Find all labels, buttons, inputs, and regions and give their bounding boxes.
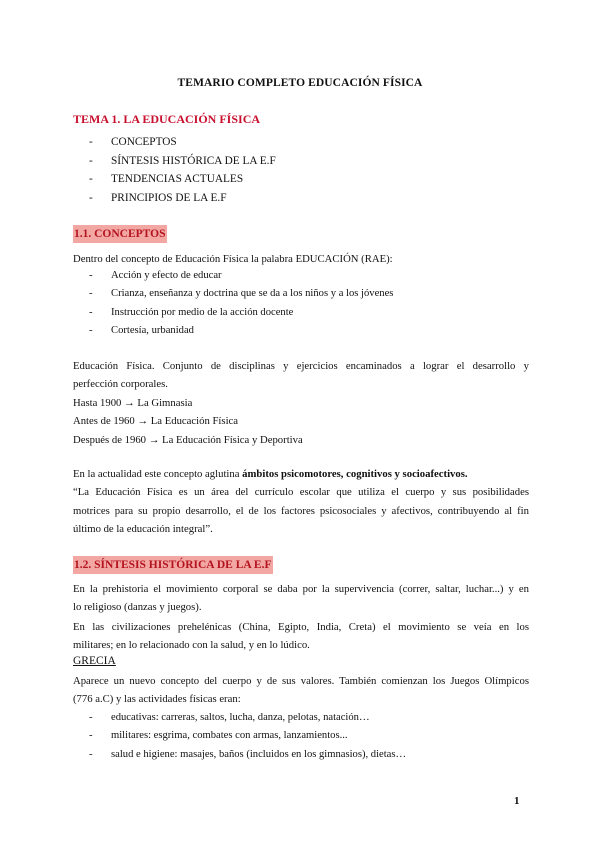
list-item: - educativas: carreras, saltos, lucha, danza, pelotas, natación… — [89, 712, 370, 723]
section-heading-sintesis: 1.2. SÍNTESIS HISTÓRICA DE LA E.F — [73, 556, 273, 574]
ef-timeline — [73, 394, 529, 449]
actualidad-bold: ámbitos psicomotores, cognitivos y socioafectivos. — [242, 468, 468, 480]
grecia-activities-list — [89, 709, 406, 764]
list-item: - Crianza, enseñanza y doctrina que se da a los niños y a los jóvenes — [89, 288, 394, 300]
list-item: - Cortesía, urbanidad — [89, 325, 194, 337]
rae-definitions-list — [89, 267, 393, 341]
list-item: - salud e higiene: masajes, baños (incluidos en los gimnasios), dietas… — [89, 748, 407, 760]
list-item: - Instrucción por medio de la acción docente — [89, 306, 294, 318]
prehistoria-paragraph: En la prehistoria el movimiento corporal se daba por la supervivencia (correr, saltar, luchar...) y en lo religioso (danzas y juegos). — [73, 583, 529, 614]
actualidad-paragraph: En la actualidad este concepto aglutina ámbitos psicomotores, cognitivos y socioafectivos. “La Educación Física es un área del currículo escolar que utiliza el cuerpo y sus posibilidades motrices para su propio desarrollo, el de los factores psicosociales y afectivos, contribuyendo al fin último de la educación integral”. — [73, 468, 529, 535]
list-item: - SÍNTESIS HISTÓRICA DE LA E.F — [89, 154, 276, 167]
list-item: - CONCEPTOS — [89, 136, 177, 148]
timeline-item: Después de 1960 → La Educación Física y Deportiva — [73, 433, 303, 446]
list-item: - TENDENCIAS ACTUALES — [89, 173, 244, 186]
list-item: - Acción y efecto de educar — [89, 270, 222, 281]
grecia-paragraph: Aparece un nuevo concepto del cuerpo y de sus valores. También comienzan los Juegos Olímpicos (776 a.C) y las actividades físicas eran: — [73, 675, 529, 706]
document-title: TEMARIO COMPLETO EDUCACIÓN FÍSICA — [177, 77, 423, 89]
timeline-item: Antes de 1960 → La Educación Física — [73, 415, 239, 428]
list-item: - PRINCIPIOS DE LA E.F — [89, 191, 227, 204]
tema-topics-list — [89, 133, 276, 207]
timeline-item: Hasta 1900 → La Gimnasia — [73, 397, 193, 409]
grecia-heading: GRECIA — [73, 655, 116, 667]
section-heading-conceptos: 1.1. CONCEPTOS — [73, 225, 167, 243]
ef-definition: Educación Física. Conjunto de disciplinas y ejercicios encaminados a lograr el desarrollo y perfección corporales. — [73, 360, 529, 391]
page-number: 1 — [514, 795, 520, 807]
conceptos-intro: Dentro del concepto de Educación Física la palabra EDUCACIÓN (RAE): — [73, 253, 393, 265]
list-item: - militares: esgrima, combates con armas, lanzamientos... — [89, 730, 348, 742]
tema-heading: TEMA 1. LA EDUCACIÓN FÍSICA — [73, 112, 261, 126]
prehelenicas-paragraph: En las civilizaciones prehelénicas (China, Egipto, India, Creta) el movimiento se veía en los militares; en lo relacionado con la salud, y en lo lúdico. — [73, 621, 529, 652]
